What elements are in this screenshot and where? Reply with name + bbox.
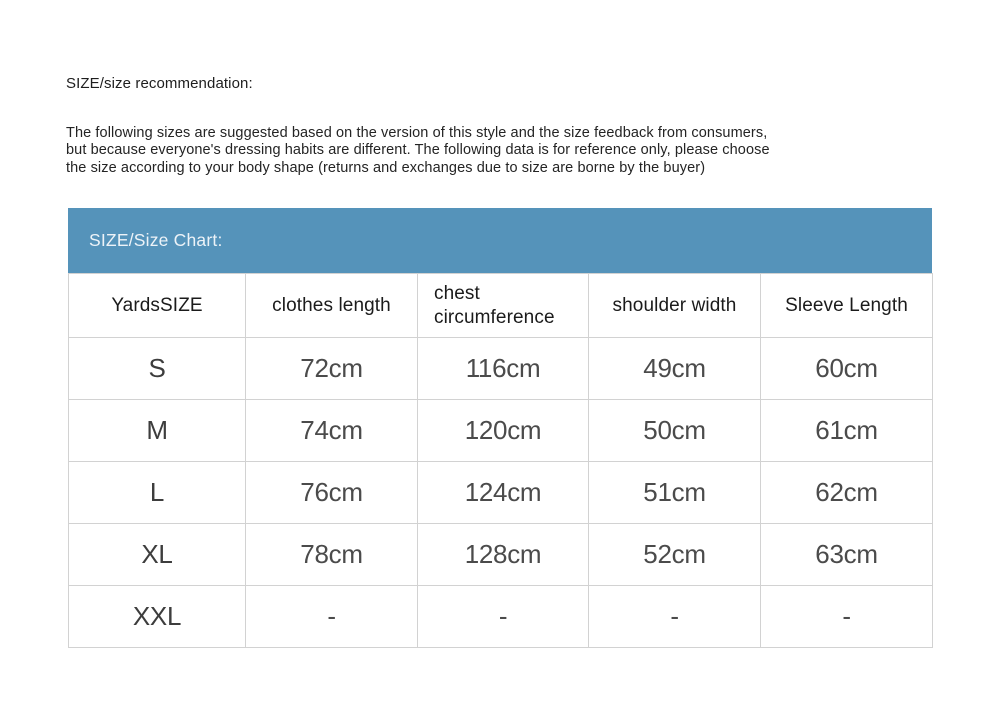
cell-chest-circumference: 124cm xyxy=(418,462,589,524)
cell-clothes-length: 78cm xyxy=(246,524,418,586)
cell-size: M xyxy=(69,400,246,462)
cell-shoulder-width: 50cm xyxy=(589,400,761,462)
column-header-chest-circumference-label: chest circumference xyxy=(434,282,555,328)
table-row xyxy=(69,524,933,586)
cell-shoulder-width: 51cm xyxy=(589,462,761,524)
table-row xyxy=(69,462,933,524)
column-header-shoulder-width: shoulder width xyxy=(589,274,761,338)
table-row xyxy=(69,338,933,400)
cell-clothes-length: 74cm xyxy=(246,400,418,462)
cell-shoulder-width: 49cm xyxy=(589,338,761,400)
cell-sleeve-length: 63cm xyxy=(761,524,933,586)
cell-chest-circumference: 116cm xyxy=(418,338,589,400)
intro-line: The following sizes are suggested based on the version of this style and the size feedback from consumers, xyxy=(66,125,768,141)
column-header-sleeve-length: Sleeve Length xyxy=(761,274,933,338)
cell-shoulder-width: 52cm xyxy=(589,524,761,586)
column-header-size: YardsSIZE xyxy=(69,274,246,338)
cell-sleeve-length: 62cm xyxy=(761,462,933,524)
intro-line: the size according to your body shape (returns and exchanges due to size are borne by the buyer) xyxy=(66,159,706,176)
size-chart-title: SIZE/Size Chart: xyxy=(89,230,223,250)
column-header-chest-circumference xyxy=(418,274,589,338)
cell-size: S xyxy=(69,338,246,400)
cell-size: XL xyxy=(69,524,246,586)
cell-clothes-length: - xyxy=(246,586,418,648)
cell-chest-circumference: 120cm xyxy=(418,400,589,462)
cell-chest-circumference: - xyxy=(418,586,589,648)
cell-sleeve-length: 60cm xyxy=(761,338,933,400)
header-row xyxy=(69,274,933,338)
cell-chest-circumference: 128cm xyxy=(418,524,589,586)
cell-shoulder-width: - xyxy=(589,586,761,648)
column-header-clothes-length: clothes length xyxy=(246,274,418,338)
table-row xyxy=(69,586,933,648)
cell-clothes-length: 72cm xyxy=(246,338,418,400)
cell-sleeve-length: - xyxy=(761,586,933,648)
cell-clothes-length: 76cm xyxy=(246,462,418,524)
section-heading: SIZE/size recommendation: xyxy=(66,75,253,92)
size-chart-table xyxy=(68,273,933,648)
cell-size: XXL xyxy=(69,586,246,648)
intro-paragraph xyxy=(66,125,936,177)
cell-sleeve-length: 61cm xyxy=(761,400,933,462)
intro-line: but because everyone's dressing habits are different. The following data is for reference only, please choose xyxy=(66,142,770,159)
cell-size: L xyxy=(69,462,246,524)
table-row xyxy=(69,400,933,462)
size-chart-title-bar xyxy=(68,208,932,273)
